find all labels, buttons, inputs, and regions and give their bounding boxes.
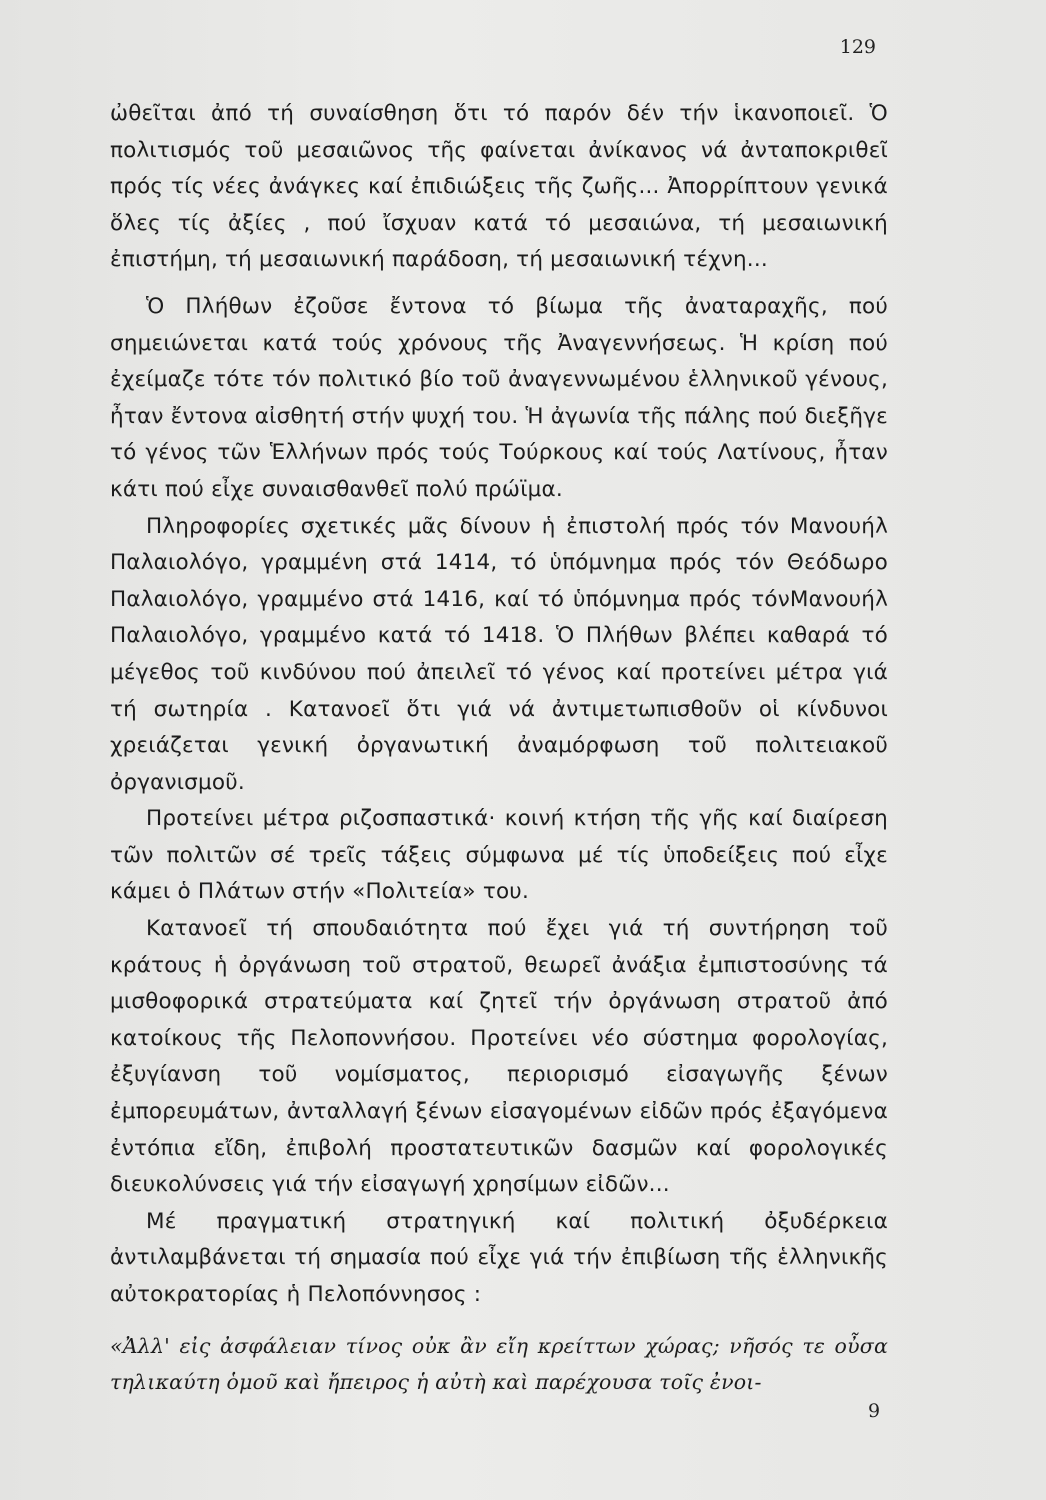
quotation: «Ἀλλ' εἰς ἀσφάλειαν τίνος οὐκ ἂν εἴη κρείττων χώρας; νῆσός τε οὖσα τηλικαύτη ὁμοῦ καὶ ἤπειρος ἡ αὐτὴ καὶ παρέχουσα τοῖς ἐνοι- (110, 1333, 888, 1394)
paragraph-4: Προτείνει μέτρα ριζοσπαστικά· κοινή κτήση τῆς γῆς καί διαίρεση τῶν πολιτῶν σέ τρεῖς τάξεις σύμφωνα μέ τίς ὑποδείξεις πού εἶχε κάμει ὁ Πλάτων στήν «Πολιτεία» του. (110, 806, 888, 905)
paragraph-2: Ὁ Πλήθων ἐζοῦσε ἔντονα τό βίωμα τῆς ἀναταραχῆς, πού σημειώνεται κατά τούς χρόνους τῆς Ἀναγεννήσεως. Ἡ κρίση πού ἐχείμαζε τότε τόν πολιτικό βίο τοῦ ἀναγεννωμένου ἑλληνικοῦ γένους, ἦταν ἔντονα αἰσθητή στήν ψυχή του. Ἡ ἀγωνία τῆς πάλης πού διεξῆγε τό γένος τῶν Ἑλλήνων πρός τούς Τούρκους καί τούς Λατίνους, ἦταν κάτι πού εἶχε συναισθανθεῖ πολύ πρώϊμα. (110, 293, 888, 502)
page-number: 129 (839, 36, 876, 58)
signature-mark: 9 (868, 1400, 881, 1422)
paragraph-3: Πληροφορίες σχετικές μᾶς δίνουν ἡ ἐπιστολή πρός τόν Μανουήλ Παλαιολόγο, γραμμένη στά 1414, τό ὑπόμνημα πρός τόν Θεόδωρο Παλαιολόγο, γραμμένο στά 1416, καί τό ὑπόμνημα πρός τόνΜανουήλ Παλαιολόγο, γραμμένο κατά τό 1418. Ὁ Πλήθων βλέπει καθαρά τό μέγεθος τοῦ κινδύνου πού ἀπειλεῖ τό γένος καί προτείνει μέτρα γιά τή σωτηρία . Κατανοεῖ ὅτι γιά νά ἀντιμετωπισθοῦν οἱ κίνδυνοι χρειάζεται γενική ὀργανωτική ἀναμόρφωση τοῦ πολιτειακοῦ ὀργανισμοῦ. (110, 513, 888, 795)
body-text (110, 96, 888, 1400)
paragraph-1: ὠθεῖται ἀπό τή συναίσθηση ὅτι τό παρόν δέν τήν ἱκανοποιεῖ. Ὁ πολιτισμός τοῦ μεσαιῶνος τῆς φαίνεται ἀνίκανος νά ἀνταποκριθεῖ πρός τίς νέες ἀνάγκες καί ἐπιδιώξεις τῆς ζωῆς... Ἀπορρίπτουν γενικά ὅλες τίς ἀξίες , πού ἴσχυαν κατά τό μεσαιώνα, τή μεσαιωνική ἐπιστήμη, τή μεσαιωνική παράδοση, τή μεσαιωνική τέχνη... (110, 101, 888, 273)
paragraph-5: Κατανοεῖ τή σπουδαιότητα πού ἔχει γιά τή συντήρηση τοῦ κράτους ἡ ὀργάνωση τοῦ στρατοῦ, θεωρεῖ ἀνάξια ἐμπιστοσύνης τά μισθοφορικά στρατεύματα καί ζητεῖ τήν ὀργάνωση στρατοῦ ἀπό κατοίκους τῆς Πελοποννήσου. Προτείνει νέο σύστημα φορολογίας, ἐξυγίανση τοῦ νομίσματος, περιορισμό εἰσαγωγῆς ξένων ἐμπορευμάτων, ἀνταλλαγή ξένων εἰσαγομένων εἰδῶν πρός ἐξαγόμενα ἐντόπια εἴδη, ἐπιβολή προστατευτικῶν δασμῶν καί φορολογικές διευκολύνσεις γιά τήν εἰσαγωγή χρησίμων εἰδῶν... (110, 916, 888, 1198)
paragraph-6: Μέ πραγματική στρατηγική καί πολιτική ὀξυδέρκεια ἀντιλαμβάνεται τή σημασία πού εἶχε γιά τήν ἐπιβίωση τῆς ἑλληνικῆς αὐτοκρατορίας ἡ Πελοπόννησος : (110, 1208, 888, 1307)
